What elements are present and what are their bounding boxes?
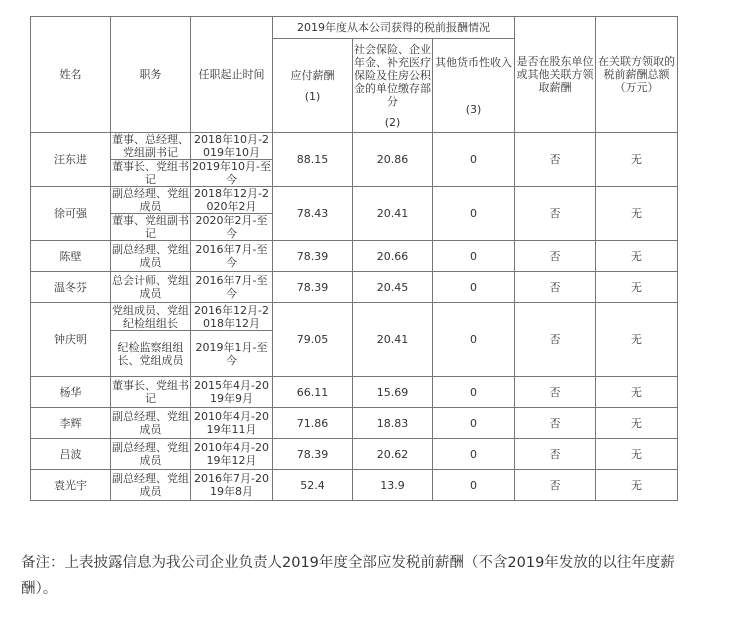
header-name: 姓名 bbox=[31, 17, 111, 133]
cell-term: 2016年12月-2018年12月 bbox=[191, 303, 273, 331]
cell-name: 李辉 bbox=[31, 408, 111, 439]
cell-name: 钟庆明 bbox=[31, 303, 111, 377]
cell-salary: 79.05 bbox=[273, 303, 353, 377]
cell-other-income: 0 bbox=[433, 303, 515, 377]
cell-name: 陈壁 bbox=[31, 241, 111, 272]
cell-related-party: 否 bbox=[515, 133, 596, 187]
header-salary-label: 应付薪酬 bbox=[290, 68, 335, 82]
cell-insurance: 20.86 bbox=[353, 133, 433, 187]
cell-other-income: 0 bbox=[433, 187, 515, 241]
cell-term: 2016年7月-2019年8月 bbox=[191, 470, 273, 501]
cell-salary: 52.4 bbox=[273, 470, 353, 501]
footnote: 备注：上表披露信息为我公司企业负责人2019年度全部应发税前薪酬（不含2019年发放的以往年度薪酬）。 bbox=[21, 555, 675, 597]
cell-name: 吕波 bbox=[31, 439, 111, 470]
header-other-label: 其他货币性收入 bbox=[435, 55, 513, 69]
cell-related-party: 否 bbox=[515, 241, 596, 272]
cell-position: 副总经理、党组成员 bbox=[111, 408, 191, 439]
cell-salary: 66.11 bbox=[273, 377, 353, 408]
cell-other-income: 0 bbox=[433, 408, 515, 439]
table-row bbox=[31, 377, 678, 392]
cell-insurance: 20.66 bbox=[353, 241, 433, 272]
cell-name: 温冬芬 bbox=[31, 272, 111, 303]
table-row bbox=[31, 187, 678, 214]
cell-name: 汪东进 bbox=[31, 133, 111, 187]
cell-term: 2020年2月-至今 bbox=[191, 214, 273, 241]
cell-related-party: 否 bbox=[515, 187, 596, 241]
cell-term: 2016年7月-至今 bbox=[191, 241, 273, 272]
cell-position: 副总经理、党组成员 bbox=[112, 187, 189, 213]
cell-position: 副总经理、党组成员 bbox=[111, 470, 191, 501]
cell-position: 董事长、党组书记 bbox=[111, 377, 191, 408]
cell-insurance: 18.83 bbox=[353, 408, 433, 439]
cell-insurance: 15.69 bbox=[353, 377, 433, 408]
cell-other-income: 0 bbox=[433, 377, 515, 408]
cell-related-party: 否 bbox=[515, 303, 596, 377]
cell-term: 2018年12月-2020年2月 bbox=[191, 187, 273, 214]
cell-salary: 78.39 bbox=[273, 439, 353, 470]
cell-related-party: 否 bbox=[515, 408, 596, 439]
cell-term: 2010年4月-2019年11月 bbox=[191, 408, 273, 439]
header-salary bbox=[273, 39, 353, 133]
table-row bbox=[31, 408, 678, 423]
cell-related-total: 无 bbox=[596, 187, 678, 241]
header-insurance bbox=[353, 39, 433, 133]
cell-position: 董事长、党组书记 bbox=[112, 160, 189, 186]
cell-other-income: 0 bbox=[433, 241, 515, 272]
header-related-party: 是否在股东单位或其他关联方领取薪酬 bbox=[515, 17, 596, 133]
cell-name: 袁光宇 bbox=[31, 470, 111, 501]
cell-related-party: 否 bbox=[515, 272, 596, 303]
cell-related-total: 无 bbox=[596, 303, 678, 377]
table-row bbox=[31, 241, 678, 256]
header-pretax-group: 2019年度从本公司获得的税前报酬情况 bbox=[273, 17, 515, 39]
cell-term: 2019年1月-至今 bbox=[191, 331, 273, 377]
cell-salary: 78.39 bbox=[273, 272, 353, 303]
header-insurance-index: (2) bbox=[384, 115, 401, 129]
cell-term: 2016年7月-至今 bbox=[191, 272, 273, 303]
cell-related-total: 无 bbox=[596, 439, 678, 470]
table-row bbox=[31, 439, 678, 454]
cell-related-party: 否 bbox=[515, 470, 596, 501]
cell-position: 纪检监察组组长、党组成员 bbox=[111, 331, 191, 377]
cell-insurance: 20.45 bbox=[353, 272, 433, 303]
cell-position: 副总经理、党组成员 bbox=[111, 241, 191, 272]
header-row-1 bbox=[31, 17, 678, 39]
cell-position: 副总经理、党组成员 bbox=[111, 439, 191, 470]
cell-salary: 88.15 bbox=[273, 133, 353, 187]
cell-related-total: 无 bbox=[596, 133, 678, 187]
cell-term: 2015年4月-2019年9月 bbox=[191, 377, 273, 408]
cell-insurance: 20.41 bbox=[353, 187, 433, 241]
cell-position: 董事、党组副书记 bbox=[112, 214, 189, 240]
cell-other-income: 0 bbox=[433, 133, 515, 187]
cell-other-income: 0 bbox=[433, 439, 515, 470]
cell-position: 党组成员、党组纪检组组长 bbox=[112, 303, 189, 330]
cell-related-party: 否 bbox=[515, 439, 596, 470]
cell-insurance: 13.9 bbox=[353, 470, 433, 501]
cell-position: 总会计师、党组成员 bbox=[111, 272, 191, 303]
table-row bbox=[31, 272, 678, 287]
cell-term: 2019年10月-至今 bbox=[192, 160, 271, 186]
header-salary-index: (1) bbox=[304, 89, 321, 103]
cell-related-total: 无 bbox=[596, 241, 678, 272]
table-row bbox=[31, 133, 678, 160]
table-row bbox=[31, 303, 678, 331]
cell-related-party: 否 bbox=[515, 377, 596, 408]
table-row bbox=[31, 470, 678, 485]
cell-other-income: 0 bbox=[433, 272, 515, 303]
header-insurance-label: 社会保险、企业年金、补充医疗保险及住房公积金的单位缴存部分 bbox=[354, 42, 431, 108]
cell-name: 杨华 bbox=[31, 377, 111, 408]
cell-salary: 78.43 bbox=[273, 187, 353, 241]
header-position: 职务 bbox=[111, 17, 191, 133]
header-other bbox=[433, 39, 515, 133]
cell-term: 2010年4月-2019年12月 bbox=[191, 439, 273, 470]
cell-name: 徐可强 bbox=[31, 187, 111, 241]
cell-position: 董事、总经理、党组副书记 bbox=[112, 133, 189, 159]
cell-related-total: 无 bbox=[596, 470, 678, 501]
cell-salary: 78.39 bbox=[273, 241, 353, 272]
header-other-index: (3) bbox=[465, 102, 482, 116]
compensation-table bbox=[30, 16, 678, 501]
cell-term: 2018年10月-2019年10月 bbox=[191, 133, 273, 160]
header-term: 任职起止时间 bbox=[191, 17, 273, 133]
cell-related-total: 无 bbox=[596, 408, 678, 439]
cell-related-total: 无 bbox=[596, 272, 678, 303]
header-related-total: 在关联方领取的税前薪酬总额（万元） bbox=[596, 17, 678, 133]
cell-other-income: 0 bbox=[433, 470, 515, 501]
cell-salary: 71.86 bbox=[273, 408, 353, 439]
cell-insurance: 20.41 bbox=[353, 303, 433, 377]
cell-related-total: 无 bbox=[596, 377, 678, 408]
cell-insurance: 20.62 bbox=[353, 439, 433, 470]
